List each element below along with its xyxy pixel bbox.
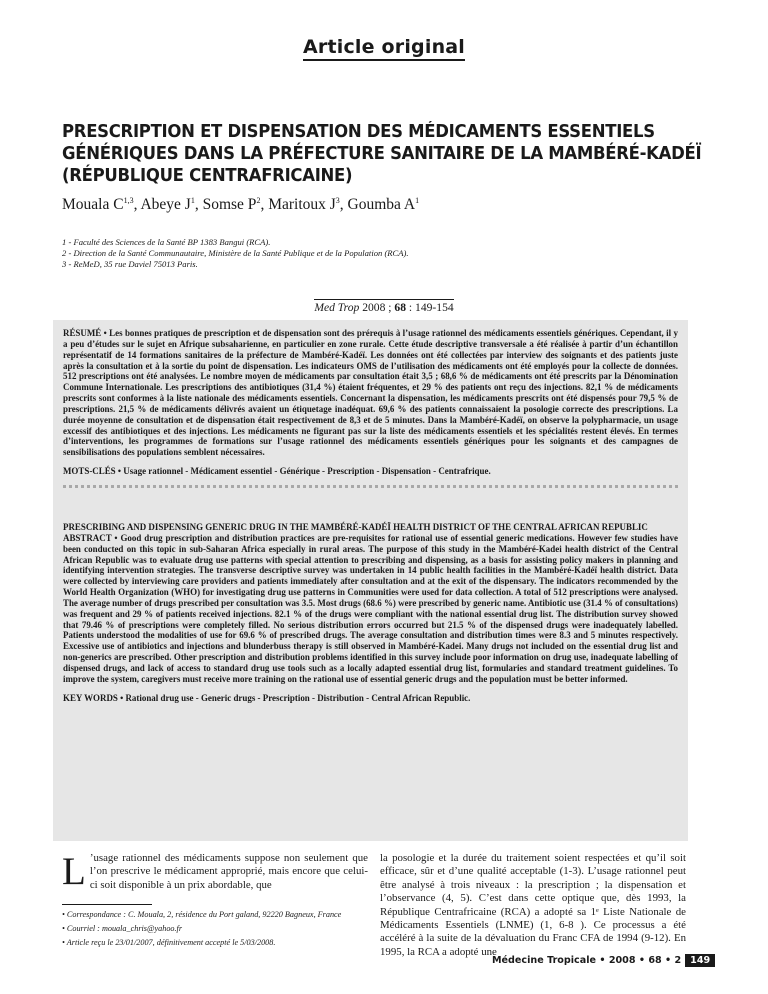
- footnote-correspondence: • Correspondance : C. Mouala, 2, résidence du Port galand, 92220 Bagneux, France: [62, 910, 342, 920]
- english-title: PRESCRIBING AND DISPENSING GENERIC DRUG IN THE MAMBÉRÉ-KADÉÏ HEALTH DISTRICT OF THE CENTRAL AFRICAN REPUBLIC: [63, 522, 648, 532]
- citation-volume: 68: [394, 301, 407, 314]
- key-words: KEY WORDS • Rational drug use - Generic drugs - Prescription - Distribution - Central African Republic.: [63, 692, 471, 703]
- title-line: (RÉPUBLIQUE CENTRAFRICAINE): [62, 165, 353, 186]
- author-name: Somse P: [202, 196, 257, 214]
- title-line: GÉNÉRIQUES DANS LA PRÉFECTURE SANITAIRE DE LA MAMBÉRÉ-KADÉÏ: [62, 143, 702, 164]
- mots-cles: MOTS-CLÉS • Usage rationnel - Médicament essentiel - Générique - Prescription - Dispensation - Centrafrique.: [63, 466, 491, 477]
- section-label: Article original: [0, 36, 768, 58]
- dotted-divider: [63, 485, 678, 488]
- title-line: PRESCRIPTION ET DISPENSATION DES MÉDICAMENTS ESSENTIELS: [62, 121, 655, 141]
- page-footer: [492, 954, 715, 967]
- author-affiliation-ref: 2: [256, 196, 261, 205]
- footnote-divider: [62, 904, 152, 905]
- author-affiliation-ref: 1: [415, 196, 420, 205]
- resume-box: [53, 320, 688, 522]
- author-name: Mouala C: [62, 196, 124, 214]
- author-affiliation-ref: 1,3: [123, 196, 134, 205]
- footnote-email: • Courriel : mouala_chris@yahoo.fr: [62, 924, 183, 934]
- affiliation: 3 - ReMeD, 35 rue Daviel 75013 Paris.: [62, 259, 198, 269]
- body-paragraph: [62, 852, 368, 892]
- journal-citation: [0, 301, 768, 314]
- author-name: Maritoux J: [268, 196, 336, 214]
- drop-cap: L: [62, 850, 86, 893]
- body-column-left: [62, 852, 368, 952]
- author-list: Mouala C$^{1,3}$, Abeye $J^1$, Somse $P^2$, Maritoux $J^3$, Goumba $A^1$: [62, 196, 420, 214]
- page-number: 149: [685, 954, 715, 967]
- affiliation: 2 - Direction de la Santé Communautaire, Ministère de la Santé Publique et de la Population (RCA).: [62, 248, 409, 258]
- author-affiliation-ref: 3: [335, 196, 340, 205]
- author-name: Abeye J: [140, 196, 191, 214]
- author-affiliation-ref: 1: [190, 196, 195, 205]
- citation-pages: : 149-154: [406, 301, 454, 314]
- abstract-text: ABSTRACT • Good drug prescription and distribution practices are pre-requisites for rational use of essential generic medications. However few studies have been conducted on this topic in sub-Saharan Africa especially in rural areas. The purpose of this study in the Mambéré-Kadei health district of the Central African Republic was to evaluate drug use patterns with special attention to prescribing and dispensing, as a basis for assisting policy makers in planning and identifying intervention strategies. The transverse descriptive survey was undertaken in 14 public health facilities in the Mambéré-Kadéï health district. Data were collected by interviewing care providers and patients immediately after consultation and at the exit of the dispensary. The indicators recommended by the World Health Organization (WHO) for investigating drug use patterns in Communities were used for data collection. A total of 512 prescriptions were analysed. The average number of drugs prescribed per consultation was 3.5. Most drugs (68.6 %) were prescribed by generic name. Antibiotic use (31.4 % of consultations) was frequent and 29 % of patients received injections. 82.1 % of the drugs were compliant with the national essential drug list. The distribution survey showed that 79.46 % of prescriptions were completely filled. No serious distribution errors occurred but 21.5 % of the dispensed drugs were inadequately labelled. Patients understood the modalities of use for 69.6 % of prescribed drugs. The average consultation and distribution times were 8.3 and 5 minutes respectively. Excessive use of antibiotics and injections and blunderbuss therapy is still observed in Mambéré-Kadei. Many drugs not included on the essential drug list and non-generics are prescribed. Other prescription and distribution problems identified in this survey include poor information on drug use, inadequate labelling of dispensed drugs, and lack of access to standard drug use tools such as a locally adapted essential drug list, formularies and standard treatment guidelines. To improve the system, caregivers must receive more training on the rational use of essential generic drugs and the population must be better informed.: [63, 532, 678, 684]
- citation-journal: Med Trop: [314, 301, 360, 314]
- article-title: [62, 120, 702, 186]
- affiliation: 1 - Faculté des Sciences de la Santé BP 1383 Bangui (RCA).: [62, 237, 271, 247]
- affiliation-list: [62, 237, 702, 270]
- body-column-right: [380, 852, 686, 959]
- body-text: ’usage rationnel des médicaments suppose non seulement que l’on prescrive le médicament approprié, mais encore que celui-ci soit disponible à un prix abordable, que: [89, 852, 368, 891]
- resume-text: RÉSUMÉ • Les bonnes pratiques de prescription et de dispensation sont des prérequis à l’usage rationnel des médicaments essentiels génériques. Cependant, il y a peu d’études sur le sujet en Afrique subsaharienne, en particulier en zone rurale. Cette étude descriptive transversale a été réalisée à partir d’un échantillon représentatif de 14 formations sanitaires de la préfecture de Mambéré-Kadéï. Les données ont été collectées par interview des soignants et des patients juste après la consultation et à la sortie du point de dispensation. Les indicateurs OMS de l’utilisation des médicaments ont été employés pour la collecte de données. 512 prescriptions ont été analysées. Le nombre moyen de médicaments par consultation était 3,5 ; 68,6 % de médicaments ont été prescrits par la Dénomination Commune Internationale. Les prescriptions des antibiotiques (31,4 %) étaient fréquentes, et 29 % des patients ont reçu des injections. 82,1 % de médicaments prescrits sont conformes à la liste nationale des médicaments essentiels. Concernant la dispensation, les médicaments prescrits ont été dispensés pour 79,5 % de prescriptions. 21,5 % de médicaments délivrés avaient un étiquetage inadéquat. 69,6 % des patients connaissaient la posologie correcte des prescriptions. La durée moyenne de consultation et de dispensation était respectivement de 8,3 et de 5 minutes. Dans la Mambéré-Kadéï, on observe la polypharmacie, un usage excessif des antibiotiques et des injections. Les médicaments ne figurant pas sur la liste des médicaments essentiels et les spécialités restent élevés. En termes d’interventions, les programmes de formations sur l’usage rationnel des médicaments essentiels génériques pour les soignants et des campagnes de sensibilisations des populations semblent nécessaires.: [63, 328, 678, 458]
- footer-journal: Médecine Tropicale • 2008 • 68 • 2: [492, 955, 682, 966]
- body-text: la posologie et la durée du traitement soient respectées et qu’il soit efficace, sûr et d’une qualité acceptable (1-3). L’usage rationnel peut être analysé à trois niveaux : la prescription ; la dispensation et l’observance (4, 5). C’est dans cette optique que, dès 1993, la République Centrafricaine (RCA) a adopté sa 1ᵉ Liste Nationale de Médicaments Essentiels (LNME) (1, 6-8 ). Ce processus a été accéléré à la suite de la dévaluation du Franc CFA de 1994 (9-12). En 1995, la RCA a adopté une: [380, 852, 686, 958]
- footnote-dates: • Article reçu le 23/01/2007, définitivement accepté le 5/03/2008.: [62, 938, 276, 948]
- citation-year: 2008 ;: [362, 301, 395, 314]
- abstract-box: [53, 522, 688, 841]
- author-name: Goumba A: [347, 196, 416, 214]
